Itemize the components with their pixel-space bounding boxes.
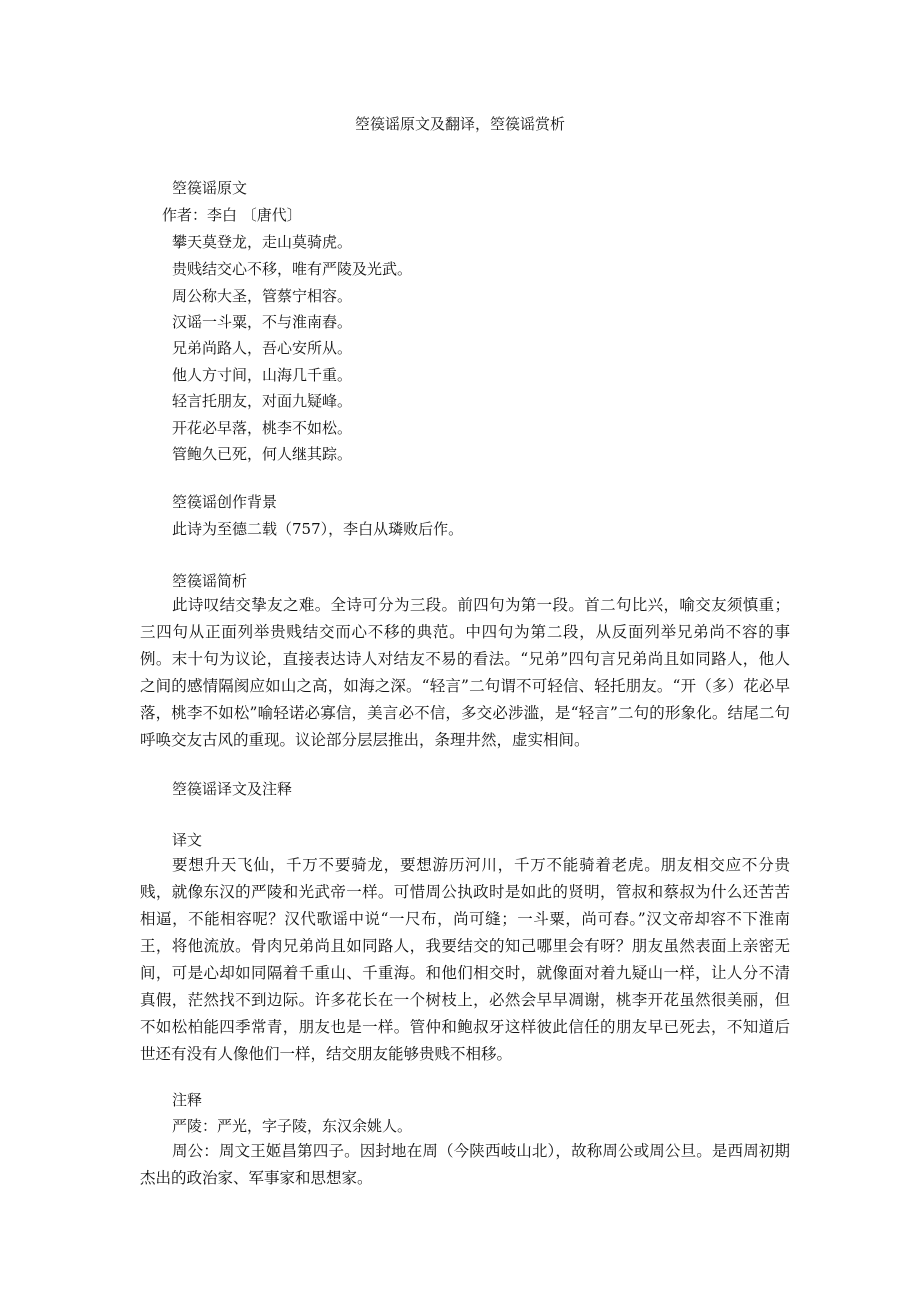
poem-line: 贵贱结交心不移，唯有严陵及光武。 bbox=[172, 260, 413, 278]
poem-line: 兄弟尚路人，吾心安所从。 bbox=[172, 339, 353, 357]
poem-line: 攀天莫登龙，走山莫骑虎。 bbox=[172, 233, 353, 251]
note-item: 周公：周文王姬昌第四子。因封地在周（今陕西岐山北），故称周公或周公旦。是西周初期杰出的政治家、军事家和思想家。 bbox=[140, 1142, 790, 1187]
translation-paragraph: 要想升天飞仙，千万不要骑龙，要想游历河川，千万不能骑着老虎。朋友相交应不分贵贱，就像东汉的严陵和光武帝一样。可惜周公执政时是如此的贤明，管叔和蔡叔为什么还苦苦相逼，不能相容呢？汉代歌谣中说“一尺布，尚可缝；一斗粟，尚可舂。”汉文帝却容不下淮南王，将他流放。骨肉兄弟尚且如同路人，我要结交的知己哪里会有呀？朋友虽然表面上亲密无间，可是心却如同隔着千重山、千重海。和他们相交时，就像面对着九疑山一样，让人分不清真假，茫然找不到边际。许多花长在一个树枝上，必然会早早凋谢，桃李开花虽然很美丽，但不如松柏能四季常青，朋友也是一样。管仲和鲍叔牙这样彼此信任的朋友早已死去，不知道后世还有没有人像他们一样，结交朋友能够贵贱不相移。 bbox=[140, 856, 790, 1063]
poem-line: 开花必早落，桃李不如松。 bbox=[172, 419, 353, 437]
document-title: 箜篌谣原文及翻译，箜篌谣赏析 bbox=[354, 115, 565, 133]
original-heading: 箜篌谣原文 bbox=[172, 179, 248, 197]
poem-line: 管鲍久已死，何人继其踪。 bbox=[172, 445, 353, 463]
translation-notes-heading: 箜篌谣译文及注释 bbox=[172, 780, 293, 798]
notes-heading: 注释 bbox=[172, 1091, 203, 1109]
poem-line: 轻言托朋友，对面九疑峰。 bbox=[172, 392, 353, 410]
poem-line: 他人方寸间，山海几千重。 bbox=[172, 366, 353, 384]
background-text: 此诗为至德二载（757），李白从璘败后作。 bbox=[172, 520, 464, 538]
background-heading: 箜篌谣创作背景 bbox=[172, 493, 278, 511]
note-item: 严陵：严光，字子陵，东汉余姚人。 bbox=[172, 1117, 413, 1135]
author-line: 作者：李白 〔唐代〕 bbox=[162, 206, 302, 224]
poem-line: 周公称大圣，管蔡宁相容。 bbox=[172, 287, 353, 305]
translation-heading: 译文 bbox=[172, 831, 203, 849]
analysis-paragraph: 此诗叹结交挚友之难。全诗可分为三段。前四句为第一段。首二句比兴，喻交友须慎重；三四句从正面列举贵贱结交而心不移的典范。中四句为第二段，从反面列举兄弟尚不容的事例。末十句为议论，直接表达诗人对结友不易的看法。“兄弟”四句言兄弟尚且如同路人，他人之间的感情隔阂应如山之高，如海之深。“轻言”二句谓不可轻信、轻托朋友。“开（多）花必早落，桃李不如松”喻轻诺必寡信，美言必不信，多交必涉滥，是“轻言”二句的形象化。结尾二句呼唤交友古风的重现。议论部分层层推出，条理井然，虚实相间。 bbox=[140, 596, 790, 749]
analysis-heading: 箜篌谣简析 bbox=[172, 572, 248, 590]
poem-line: 汉谣一斗粟，不与淮南舂。 bbox=[172, 313, 353, 331]
